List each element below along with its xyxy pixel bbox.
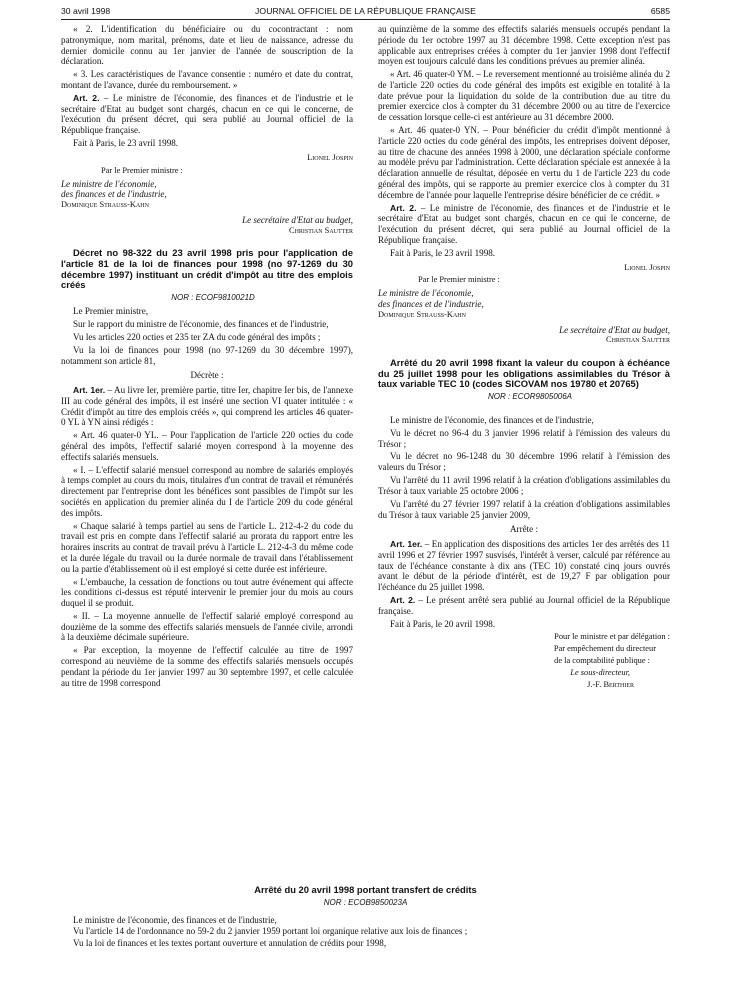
arrete-title: Arrêté du 20 avril 1998 fixant la valeur du coupon à échéance du 25 juillet 1998 pour les obligations assimilables du Trésor à taux variable TEC 10 (codes SICOVAM nos 19780 et 20765) xyxy=(378,357,670,390)
signatory-pm: Lionel Jospin xyxy=(307,152,353,162)
article-text: – En application des dispositions des articles 1er des arrêtés des 11 avril 1996 et 27 février 1997 susvisés, l'intérêt à verser, calculé par référence au taux de l'échéance constante à dix ans (TEC 10) constaté cinq jours ouvrés avant le début de la période d'intérêt, est de 19,27 F par obligation pour l'échéance du 25 juillet 1998. xyxy=(378,539,670,593)
paragraph: au quinzième de la somme des effectifs salariés mensuels occupés pendant la période du 1er octobre 1997 au 31 décembre 1998. Cette exception n'est pas applicable aux entreprises créées à compter du 1er janvier 1998 dont l'effectif moyen est toujours calculé dans les conditions prévues au premier alinéa. xyxy=(378,24,670,67)
minister-title: Le ministre de l'économie, xyxy=(61,178,157,189)
delegation-line: Pour le ministre et par délégation : xyxy=(554,631,670,641)
article-1 xyxy=(378,539,670,593)
arrete-nor: NOR : ECOR9805006A xyxy=(487,392,573,402)
article-label: Art. 1er. xyxy=(73,385,106,395)
article-label: Art. 2. xyxy=(390,202,417,213)
fait-line: Fait à Paris, le 23 avril 1998. xyxy=(73,138,179,149)
header-rule xyxy=(61,19,670,20)
paragraph: « 2. L'identification du bénéficiaire ou du cocontractant : nom patronymique, nom marital, prénoms, date et lieu de naissance, adresse du dernier domicile connu au 1er janvier de l'année de souscription de la déclaration. xyxy=(61,24,353,67)
paragraph: « Par exception, la moyenne de l'effectif calculée au titre de 1997 correspond au neuvième de la somme des effectifs salariés mensuels occupés pendant la période du 1er janvier 1997 au 30 septembre 1997, et celle calculée au titre de 1998 correspond xyxy=(61,645,353,688)
paragraph: Vu les articles 220 octies et 235 ter ZA du code général des impôts ; xyxy=(73,331,321,342)
paragraph: « 3. Les caractéristiques de l'avance consentie : numéro et date du contrat, montant de l'avance, durée du remboursement. » xyxy=(61,69,353,90)
bottom-section xyxy=(61,885,670,950)
minister-title: Le ministre de l'économie, xyxy=(378,288,474,299)
decret-title: Décret no 98-322 du 23 avril 1998 pris pour l'application de l'article 81 de la loi de finances pour 1998 (no 97-1269 du 30 décembre 1997) instituant un crédit d'impôt au titre des emplois créés xyxy=(61,247,353,291)
article-text: – Au livre Ier, première partie, titre Ier, chapitre Ier bis, de l'annexe III au code général des impôts, il est inséré une section VI quater intitulée : « Crédit d'impôt au titre des emplois créés », qui comprend les articles 46 quater-0 YL à YN ainsi rédigés : xyxy=(61,385,353,428)
paragraph: « Chaque salarié à temps partiel au sens de l'article L. 212-4-2 du code du travail est pris en compte dans l'effectif salarié au prorata du rapport entre les horaires inscrits au contrat de travail prévu à l'article L. 212-4-3 du même code et la durée légale du travail ou la durée normale de travail dans l'établissement ou la partie d'établissement où il est employé si cette durée est inférieure. xyxy=(61,520,353,574)
paragraph: « Art. 46 quater-0 YN. – Pour bénéficier du crédit d'impôt mentionné à l'article 220 octies du code général des impôts, les entreprises doivent déposer, au titre de chacune des années 1998 à 2000, une déclaration spéciale conforme au modèle prévu par l'administration. Cette déclaration spéciale est annexée à la déclaration annuelle de résultat, déposée en vertu du 1 de l'article 223 du code général des impôts, qui se rapporte au premier exercice clos à compter du 31 décembre de l'année pour laquelle l'entreprise désire bénéficier de ce crédit. » xyxy=(378,125,670,200)
secretary-name: Christian Sautter xyxy=(289,225,353,235)
article-label: Art. 2. xyxy=(73,92,100,103)
article-text: – Le ministre de l'économie, des finances et de l'industrie et le secrétaire d'Etat au budget sont chargés, chacun en ce qui le concerne, de l'exécution du présent décret, qui sera publié au Journal officiel de la République française. xyxy=(378,202,670,245)
article-label: Art. 2. xyxy=(390,595,416,606)
paragraph: Vu l'arrêté du 27 février 1997 relatif à la création d'obligations assimilables du Trésor à taux variable 25 janvier 2009, xyxy=(378,498,670,520)
paragraph: Sur le rapport du ministre de l'économie, des finances et de l'industrie, xyxy=(73,318,329,329)
secretary-title: Le secrétaire d'Etat au budget, xyxy=(242,214,353,225)
left-column xyxy=(61,24,353,691)
delegation-signatory: J.-F. Berthier xyxy=(587,680,634,690)
header-page-number: 6585 xyxy=(650,6,670,16)
article-2 xyxy=(61,93,353,136)
fait-line: Fait à Paris, le 20 avril 1998. xyxy=(390,618,496,629)
par-premier-ministre: Par le Premier ministre : xyxy=(101,165,183,175)
paragraph: Vu la loi de finances pour 1998 (no 97-1269 du 30 décembre 1997), notamment son article 81, xyxy=(61,344,353,366)
minister-title: des finances et de l'industrie, xyxy=(61,189,167,200)
minister-title: des finances et de l'industrie, xyxy=(378,299,484,310)
paragraph: « Art. 46 quater-0 YM. – Le reversement mentionné au troisième alinéa du 2 de l'article 220 octies du code général des impôts est exigible en totalité à la date prévue pour la liquidation du solde de la contribution due au titre du premier exercice clos à compter du 31 décembre 2000 ou au titre de l'exercice de cessation lorsque celle-ci est antérieure au 31 décembre 2000. xyxy=(378,69,670,123)
decrete-heading: Décrète : xyxy=(190,370,224,381)
decret-nor: NOR : ECOF9810021D xyxy=(171,293,255,302)
article-label: Art. 1er. xyxy=(390,539,423,550)
paragraph: Vu le décret no 96-4 du 3 janvier 1996 relatif à l'émission des valeurs du Trésor ; xyxy=(378,427,670,449)
article-2 xyxy=(378,595,670,617)
paragraph: « I. – L'effectif salarié mensuel correspond au nombre de salariés employés à temps complet au cours du mois, titulaires d'un contrat de travail et rémunérés directement par l'entreprise dont les bénéfices sont passibles de l'impôt sur les sociétés en application du premier alinéa du I de l'article 209 du code général des impôts. xyxy=(61,464,353,518)
signatory-pm: Lionel Jospin xyxy=(624,262,670,272)
paragraph: Vu l'article 14 de l'ordonnance no 59-2 du 2 janvier 1959 portant loi organique relative aux lois de finances ; xyxy=(73,926,468,937)
paragraph: Le Premier ministre, xyxy=(73,305,149,316)
paragraph: Vu l'arrêté du 11 avril 1996 relatif à la création d'obligations assimilables du Trésor à taux variable 25 octobre 2006 ; xyxy=(378,475,670,496)
paragraph: Le ministre de l'économie, des finances et de l'industrie, xyxy=(390,414,594,425)
delegation-line: Par empêchement du directeur xyxy=(553,643,656,653)
fait-line: Fait à Paris, le 23 avril 1998. xyxy=(390,247,496,258)
minister-name: Dominique Strauss-Kahn xyxy=(61,200,149,210)
minister-name: Dominique Strauss-Kahn xyxy=(378,309,466,319)
paragraph: Vu la loi de finances et les textes portant ouverture et annulation de crédits pour 1998, xyxy=(73,938,387,948)
transfert-nor: NOR : ECOB9850023A xyxy=(323,897,408,907)
par-premier-ministre: Par le Premier ministre : xyxy=(418,275,500,285)
paragraph: Le ministre de l'économie, des finances et de l'industrie, xyxy=(73,914,277,925)
secretary-name: Christian Sautter xyxy=(606,335,670,345)
secretary-title: Le secrétaire d'Etat au budget, xyxy=(559,324,670,335)
paragraph: « L'embauche, la cessation de fonctions ou tout autre événement qui affecte les conditions ci-dessus est réputé intervenir le premier jour du mois au cours duquel il se produit. xyxy=(61,576,353,608)
delegation-line: de la comptabilité publique : xyxy=(554,656,650,666)
paragraph: « Art. 46 quater-0 YL. – Pour l'application de l'article 220 octies du code général des impôts, l'effectif salarié moyen correspond à la moyenne des effectifs salariés mensuels. xyxy=(61,430,353,462)
article-text: – Le présent arrêté sera publié au Journal officiel de la République française. xyxy=(378,595,670,616)
page-header xyxy=(0,6,731,18)
arrete-heading: Arrête : xyxy=(509,524,539,535)
header-date: 30 avril 1998 xyxy=(61,6,111,16)
article-1 xyxy=(61,385,353,428)
article-text: – Le ministre de l'économie, des finances et de l'industrie et le secrétaire d'Etat au budget sont chargés, chacun en ce qui le concerne, de l'exécution du présent décret, qui sera publié au Journal officiel de la République française. xyxy=(61,92,353,136)
article-2 xyxy=(378,203,670,246)
paragraph: « II. – La moyenne annuelle de l'effectif salarié employé correspond au douzième de la somme des effectifs salariés mensuels de l'année civile, arrondi à la deuxième décimale supérieure. xyxy=(61,610,353,643)
right-column xyxy=(378,24,670,693)
paragraph: Vu le décret no 96-1248 du 30 décembre 1996 relatif à l'émission des valeurs du Trésor ; xyxy=(378,451,670,473)
header-journal-title: JOURNAL OFFICIEL DE LA RÉPUBLIQUE FRANÇAISE xyxy=(255,6,476,16)
transfert-title: Arrêté du 20 avril 1998 portant transfert de crédits xyxy=(254,884,477,895)
delegation-line: Le sous-directeur, xyxy=(570,668,630,678)
